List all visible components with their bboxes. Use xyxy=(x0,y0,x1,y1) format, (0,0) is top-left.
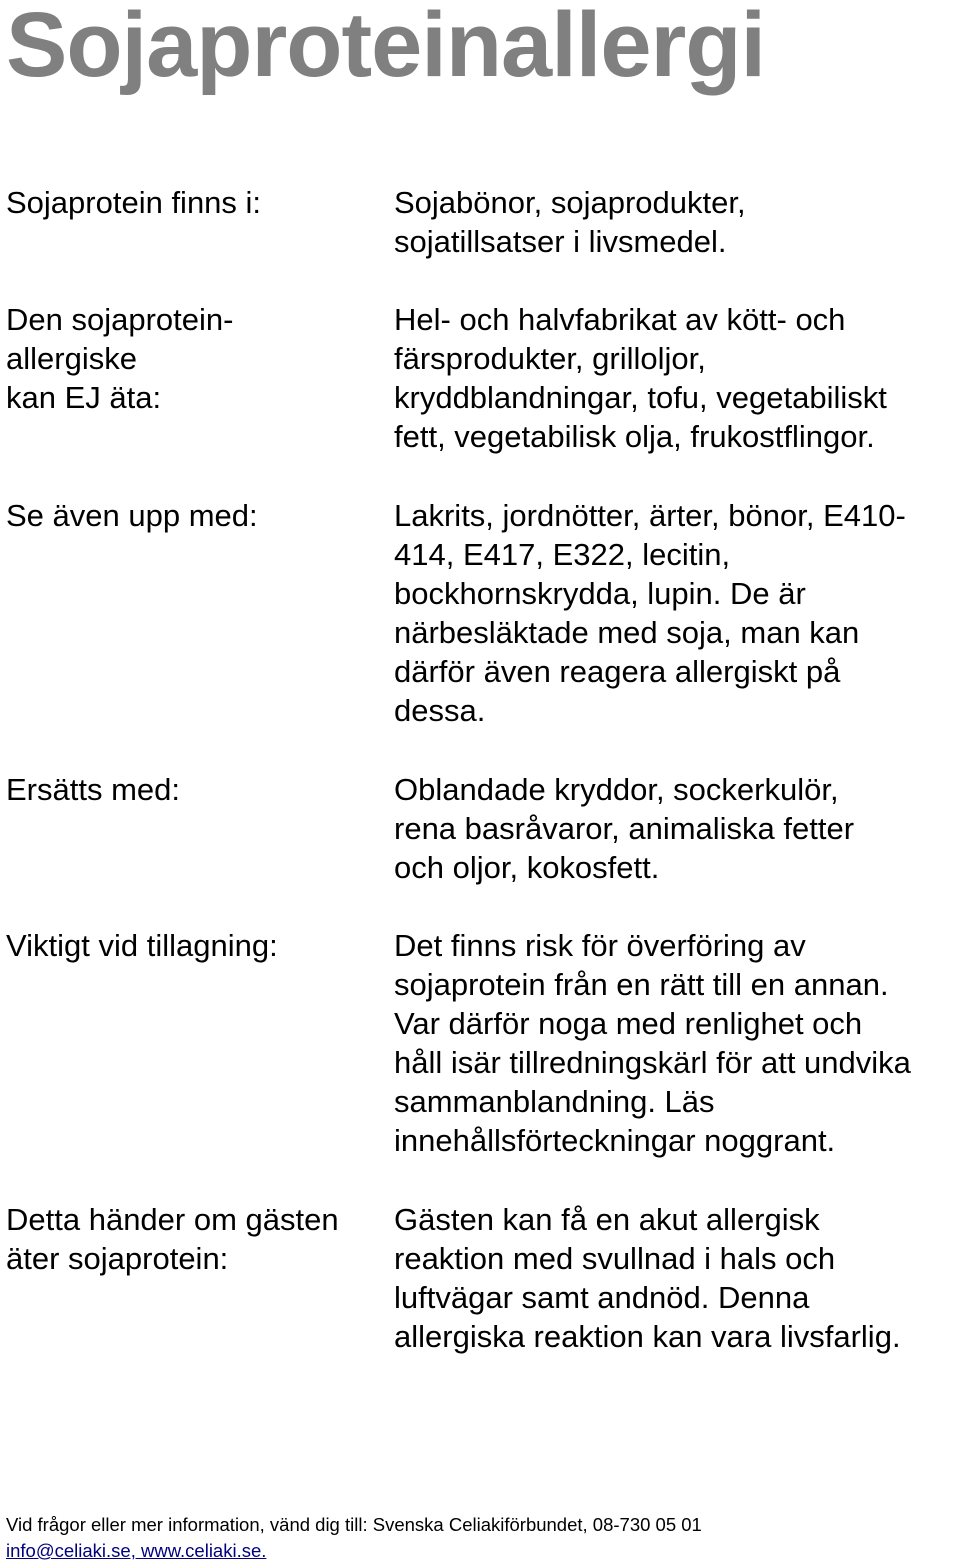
section-label: Sojaprotein finns i: xyxy=(6,185,262,220)
footer-info-text: Vid frågor eller mer information, vänd dig till: Svenska Celiakiförbundet, 08-730 05 01 xyxy=(6,1514,702,1535)
footer xyxy=(6,1512,702,1564)
section-text: Oblandade kryddor, sockerkulör, rena basråvaror, animaliska fetter och oljor, kokosfett. xyxy=(394,772,855,885)
section-text: Lakrits, jordnötter, ärter, bönor, E410- 414, E417, E322, lecitin, bockhornskrydda, lupin. De är närbesläktade med soja, man kan därför även reagera allergiskt på dessa. xyxy=(394,498,906,728)
page-title: Sojaproteinallergi xyxy=(6,0,766,96)
section-text: Sojabönor, sojaprodukter, sojatillsatser i livsmedel. xyxy=(394,185,746,259)
footer-contact-links[interactable]: info@celiaki.se, www.celiaki.se. xyxy=(6,1540,267,1561)
section-label: Viktigt vid tillagning: xyxy=(6,928,278,963)
section-text: Hel- och halvfabrikat av kött- och färsprodukter, grilloljor, kryddblandningar, tofu, vegetabiliskt fett, vegetabilisk olja, frukostflingor. xyxy=(394,302,887,454)
section-label: Ersätts med: xyxy=(6,772,180,807)
section-label: Den sojaprotein- allergiske kan EJ äta: xyxy=(6,302,234,415)
section-label: Detta händer om gästen äter sojaprotein: xyxy=(6,1202,339,1276)
section-text: Det finns risk för överföring av sojaprotein från en rätt till en annan. Var därför noga med renlighet och håll isär tillredningskärl för att undvika sammanblandning. Läs innehållsförteckningar noggrant. xyxy=(394,928,911,1158)
section-label: Se även upp med: xyxy=(6,498,258,533)
section-text: Gästen kan få en akut allergisk reaktion med svullnad i hals och luftvägar samt andnöd. Denna allergiska reaktion kan vara livsfarlig. xyxy=(394,1202,901,1354)
